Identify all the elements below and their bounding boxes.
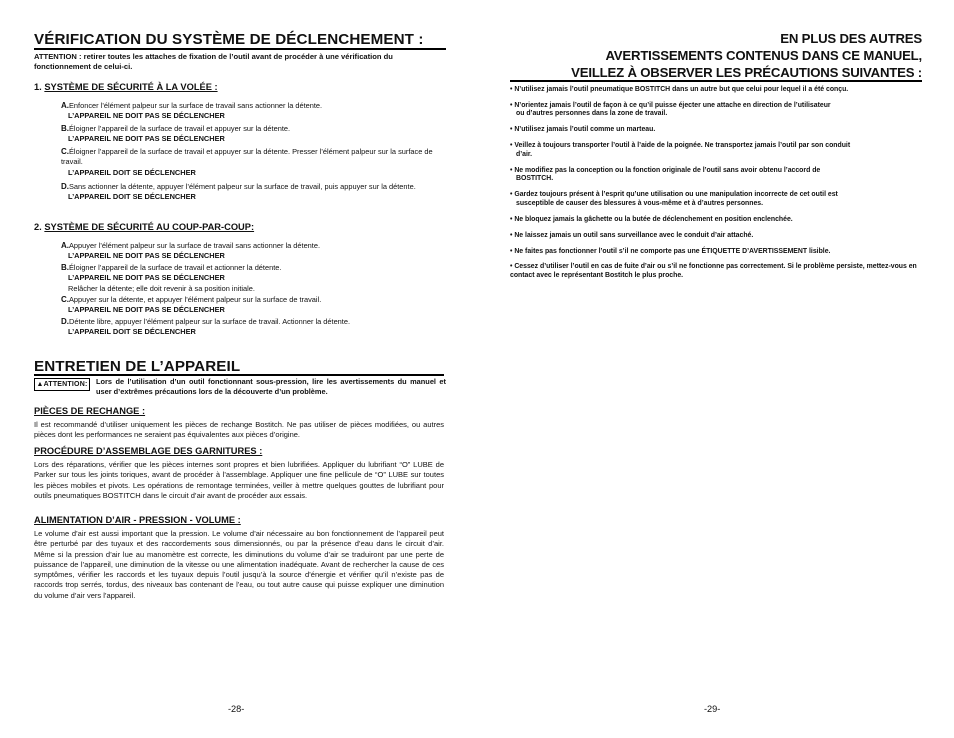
precaution-text: N’orientez jamais l’outil de façon à ce qu’il puisse éjecter une attache en direction de l’utilisateur	[514, 101, 831, 109]
precaution-item	[510, 142, 922, 159]
bullet-icon: •	[510, 263, 515, 271]
step-note: Relâcher la détente; elle doit revenir à sa position initiale.	[68, 283, 255, 293]
attention-badge-label: ATTENTION:	[43, 381, 88, 388]
precaution-item	[510, 86, 922, 95]
step-item	[61, 124, 446, 145]
air-text: Le volume d’air est aussi important que la pression. Le volume d’air nécessaire au bon fonctionnement de l’appareil peut être perturbé par des tuyaux et des raccordements sous dimensionnés, ou par la présence d’eau dans le circuit d’air. Même si la pression d’air lue au manomètre est correcte, les diminutions du volume d’air se traduiront par une perte de puissance de l’appareil, une diminution de la vitesse ou une alimentation inadéquate. Avant de rechercher la cause de ces symptômes, vérifier les raccords et les tuyaux depuis l’outil jusqu’à la source d’énergie et vérifier qu’il n’existe pas de raccords trop serrés, tordus, des niveaux bas contenant de l’eau, ou tout autre cause qui puisse expliquer une diminution du volume d’air vers l’appareil.	[34, 529, 444, 600]
precaution-item	[510, 102, 922, 119]
parts-text: Il est recommandé d’utiliser uniquement les pièces de rechange Bostitch. Ne pas utiliser de pièces modifiées, ou autres pièces dont les performances ne seraient pas équivalentes aux pièces d’origine.	[34, 420, 444, 440]
precaution-item	[510, 263, 922, 280]
bullet-icon: •	[510, 191, 515, 199]
page-number-right: -29-	[704, 704, 721, 714]
precaution-item	[510, 167, 922, 184]
precaution-text-cont: BOSTITCH.	[516, 175, 554, 183]
assembly-text: Lors des réparations, vérifier que les pièces internes sont propres et bien lubrifiées. Appliquer du lubrifiant “O” LUBE de Parker sur tous les joints toriques, avant de procéder à l’assemblage. Appliquer une fine pellicule de “O” LUBE sur toutes les pièces mobiles et pivots. Les opérations de remontage terminées, veiller à mettre quelques gouttes de lubrifiant pour outils pneumatiques BOSTITCH dans le circuit d’air avant de procéder aux essais.	[34, 460, 444, 500]
bullet-icon: •	[510, 231, 515, 239]
maintenance-attention-text: Lors de l’utilisation d’un outil fonctionnant sous-pression, lire les avertissements du manuel et user d’extrêmes précautions lors de la découverte d’un problème.	[96, 377, 446, 396]
heading-rule	[510, 80, 922, 82]
right-page	[510, 0, 922, 738]
step-result: L’APPAREIL DOIT SE DÉCLENCHER	[68, 327, 196, 337]
section-1-title	[34, 82, 218, 92]
precaution-text: Ne bloquez jamais la gâchette ou la butée de déclenchement en position enclenchée.	[514, 215, 793, 223]
air-title	[34, 515, 241, 525]
step-result: L’APPAREIL DOIT SE DÉCLENCHER	[68, 192, 196, 202]
step-letter: B.	[61, 124, 69, 133]
precaution-text: Ne laissez jamais un outil sans surveillance avec le conduit d’air attaché.	[514, 231, 754, 239]
assembly-title	[34, 446, 262, 456]
section-2-title	[34, 222, 254, 232]
step-result: L’APPAREIL NE DOIT PAS SE DÉCLENCHER	[68, 305, 225, 315]
step-text: Enfoncer l’élément palpeur sur la surface de travail sans actionner la détente.	[69, 101, 323, 110]
section-1-number: 1.	[34, 82, 42, 92]
step-text: Éloigner l’appareil de la surface de travail et appuyer sur la détente.	[69, 124, 291, 133]
step-item	[61, 241, 446, 262]
precaution-text: N’utilisez jamais l’outil comme un marteau.	[514, 126, 656, 134]
heading-line-3: VEILLEZ À OBSERVER LES PRÉCAUTIONS SUIVANTES :	[571, 65, 922, 80]
step-item	[61, 295, 446, 316]
bullet-icon: •	[510, 215, 515, 223]
step-letter: C.	[61, 295, 69, 304]
step-text: Appuyer l’élément palpeur sur la surface de travail sans actionner la détente.	[69, 241, 321, 250]
step-text: Éloigner l’appareil de la surface de travail et appuyer sur la détente. Presser l’élément palpeur sur la surface de travail.	[61, 147, 433, 167]
attention-note: ATTENTION : retirer toutes les attaches de fixation de l’outil avant de procéder à une vérification du fonctionnement de celui-ci.	[34, 52, 393, 71]
step-result: L’APPAREIL NE DOIT PAS SE DÉCLENCHER	[68, 251, 225, 261]
step-text: Détente libre, appuyer l’élément palpeur sur la surface de travail. Actionner la détente.	[69, 317, 351, 326]
section-1-label: SYSTÈME DE SÉCURITÉ À LA VOLÉE :	[44, 82, 218, 92]
maintenance-title: ENTRETIEN DE L’APPAREIL	[34, 358, 241, 375]
bullet-icon: •	[510, 86, 515, 93]
bullet-icon: •	[510, 166, 515, 174]
step-item	[61, 101, 446, 122]
precaution-text: Ne faites pas fonctionner l’outil s’il ne comporte pas une ÉTIQUETTE D’AVERTISSEMENT lisible.	[514, 247, 831, 255]
warning-triangle-icon: ▲	[36, 381, 44, 388]
parts-title-label: PIÈCES DE RECHANGE :	[34, 406, 146, 416]
step-letter: B.	[61, 263, 69, 272]
precaution-text: N’utilisez jamais l’outil pneumatique BOSTITCH dans un autre but que celui pour lequel il a été conçu.	[514, 86, 849, 93]
step-result: L’APPAREIL NE DOIT PAS SE DÉCLENCHER	[68, 273, 225, 283]
heading-line-1: EN PLUS DES AUTRES	[780, 31, 922, 46]
step-letter: C.	[61, 147, 69, 156]
precaution-text-cont: ou d’autres personnes dans la zone de travail.	[516, 110, 668, 118]
precaution-text: Gardez toujours présent à l’esprit qu’une utilisation ou une manipulation incorrecte de cet outil est	[514, 191, 838, 199]
left-page	[34, 0, 446, 738]
parts-title	[34, 406, 145, 416]
precaution-item	[510, 248, 922, 257]
bullet-icon: •	[510, 126, 515, 134]
step-letter: A.	[61, 101, 69, 110]
precaution-item	[510, 216, 922, 225]
attention-badge	[34, 378, 90, 391]
page-number-left: -28-	[228, 704, 245, 714]
title-rule	[34, 48, 446, 50]
step-text: Appuyer sur la détente, et appuyer l’élément palpeur sur la surface de travail.	[69, 295, 322, 304]
step-item	[61, 147, 446, 178]
precaution-text-cont: susceptible de causer des blessures à vous-même et à d’autres personnes.	[516, 199, 764, 207]
trigger-check-title: VÉRIFICATION DU SYSTÈME DE DÉCLENCHEMENT :	[34, 31, 424, 48]
step-item	[61, 182, 446, 203]
precaution-text: Cessez d’utiliser l’outil en cas de fuite d’air ou s’il ne fonctionne pas correctement. Si le problème persiste, mettez-vous en contact avec le représentant Bostitch le plus proche.	[510, 263, 917, 279]
precaution-item	[510, 191, 922, 208]
step-text: Sans actionner la détente, appuyer l’élément palpeur sur la surface de travail, puis appuyer sur la détente.	[69, 182, 416, 191]
air-title-label: ALIMENTATION D’AIR - PRESSION - VOLUME :	[34, 515, 241, 525]
precaution-item	[510, 232, 922, 241]
heading-line-2: AVERTISSEMENTS CONTENUS DANS CE MANUEL,	[605, 48, 922, 63]
step-letter: D.	[61, 317, 69, 326]
maintenance-rule	[34, 374, 444, 376]
step-result: L’APPAREIL DOIT SE DÉCLENCHER	[68, 167, 196, 177]
step-item	[61, 263, 446, 294]
precaution-text: Ne modifiez pas la conception ou la fonction originale de l’outil sans avoir obtenu l’accord de	[514, 166, 821, 174]
precaution-item	[510, 126, 922, 135]
bullet-icon: •	[510, 142, 515, 150]
step-item	[61, 317, 446, 338]
step-text: Éloigner l’appareil de la surface de travail et actionner la détente.	[69, 263, 282, 272]
precautions-heading	[510, 30, 922, 81]
bullet-icon: •	[510, 101, 515, 109]
precaution-text: Veillez à toujours transporter l’outil à l’aide de la poignée. Ne transportez jamais l’outil par son conduit	[514, 142, 851, 150]
precautions-list	[510, 86, 922, 288]
precaution-text-cont: d’air.	[516, 150, 533, 158]
step-letter: D.	[61, 182, 69, 191]
step-result: L’APPAREIL NE DOIT PAS SE DÉCLENCHER	[68, 111, 225, 121]
step-letter: A.	[61, 241, 69, 250]
section-2-number: 2.	[34, 222, 42, 232]
assembly-title-label: PROCÉDURE D’ASSEMBLAGE DES GARNITURES :	[34, 446, 263, 456]
section-2-label: SYSTÈME DE SÉCURITÉ AU COUP-PAR-COUP:	[44, 222, 255, 232]
step-result: L’APPAREIL NE DOIT PAS SE DÉCLENCHER	[68, 134, 225, 144]
bullet-icon: •	[510, 247, 515, 255]
